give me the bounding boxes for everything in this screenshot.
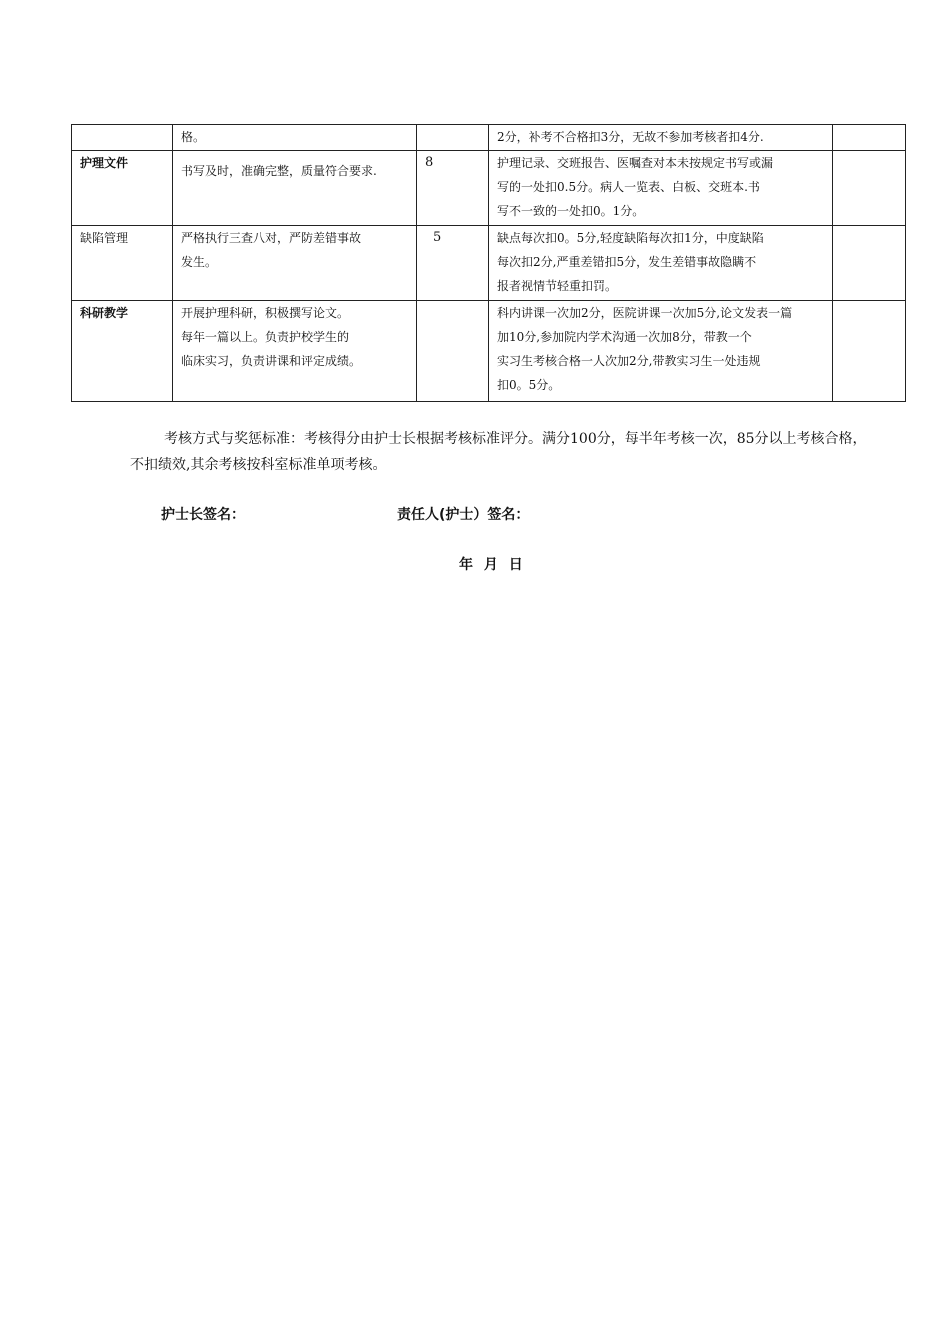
result-cell: [833, 125, 906, 151]
result-cell: [833, 151, 906, 226]
category-cell: 护理文件: [72, 151, 173, 226]
standard-line: 书写及时，准确完整，质量符合要求.: [181, 164, 377, 178]
deduction-cell: [489, 125, 833, 151]
deduction-line: 加10分,参加院内学术沟通一次加8分，带教一个: [497, 330, 752, 344]
deduction-cell: [489, 151, 833, 226]
deduction-line: 实习生考核合格一人次加2分,带教实习生一处违规: [497, 354, 761, 368]
table-row: [72, 226, 906, 301]
head-nurse-signature-label: 护士长签名：: [161, 507, 245, 523]
category-cell: 缺陷管理: [72, 226, 173, 301]
deduction-line: 报者视情节轻重扣罚。: [497, 279, 618, 293]
standard-cell: [173, 125, 417, 151]
result-cell: [833, 226, 906, 301]
standard-line: 格。: [181, 130, 206, 144]
standard-cell: [173, 226, 417, 301]
deduction-line: 写的一处扣0.5分。病人一览表、白板、交班本.书: [497, 180, 760, 194]
deduction-line: 2分，补考不合格扣3分，无故不参加考核者扣4分.: [497, 130, 764, 144]
deduction-line: 护理记录、交班报告、医嘱查对本未按规定书写或漏: [497, 156, 774, 170]
deduction-line: 每次扣2分,严重差错扣5分，发生差错事故隐瞒不: [497, 255, 757, 269]
table-row: [72, 151, 906, 226]
score-cell: [417, 301, 489, 402]
date-line: 年 月 日: [459, 557, 523, 573]
standard-line: 开展护理科研，积极撰写论文。: [181, 306, 350, 320]
category-cell: [72, 125, 173, 151]
responsible-nurse-signature-label: 责任人(护士）签名：: [397, 507, 530, 523]
score-cell: [417, 125, 489, 151]
standard-cell: [173, 301, 417, 402]
score-cell: 5: [417, 226, 489, 301]
standard-line: 发生。: [181, 255, 218, 269]
category-cell: 科研教学: [72, 301, 173, 402]
result-cell: [833, 301, 906, 402]
deduction-cell: [489, 301, 833, 402]
standard-cell: [173, 151, 417, 226]
score-cell: 8: [417, 151, 489, 226]
table-row: [72, 301, 906, 402]
deduction-cell: [489, 226, 833, 301]
deduction-line: 扣0。5分。: [497, 378, 561, 392]
deduction-line: 写不一致的一处扣0。1分。: [497, 204, 645, 218]
table-row: [72, 125, 906, 151]
standard-line: 严格执行三查八对，严防差错事故: [181, 231, 362, 245]
assessment-method-paragraph: 考核方式与奖惩标准：考核得分由护士长根据考核标准评分。满分100分，每半年考核一次，85分以上考核合格，不扣绩效,其余考核按科室标准单项考核。: [130, 431, 867, 473]
deduction-line: 缺点每次扣0。5分,轻度缺陷每次扣1分，中度缺陷: [497, 231, 764, 245]
standard-line: 每年一篇以上。负责护校学生的: [181, 330, 350, 344]
deduction-line: 科内讲课一次加2分，医院讲课一次加5分,论文发表一篇: [497, 306, 793, 320]
standard-line: 临床实习，负责讲课和评定成绩。: [181, 354, 362, 368]
assessment-table: [71, 124, 906, 402]
